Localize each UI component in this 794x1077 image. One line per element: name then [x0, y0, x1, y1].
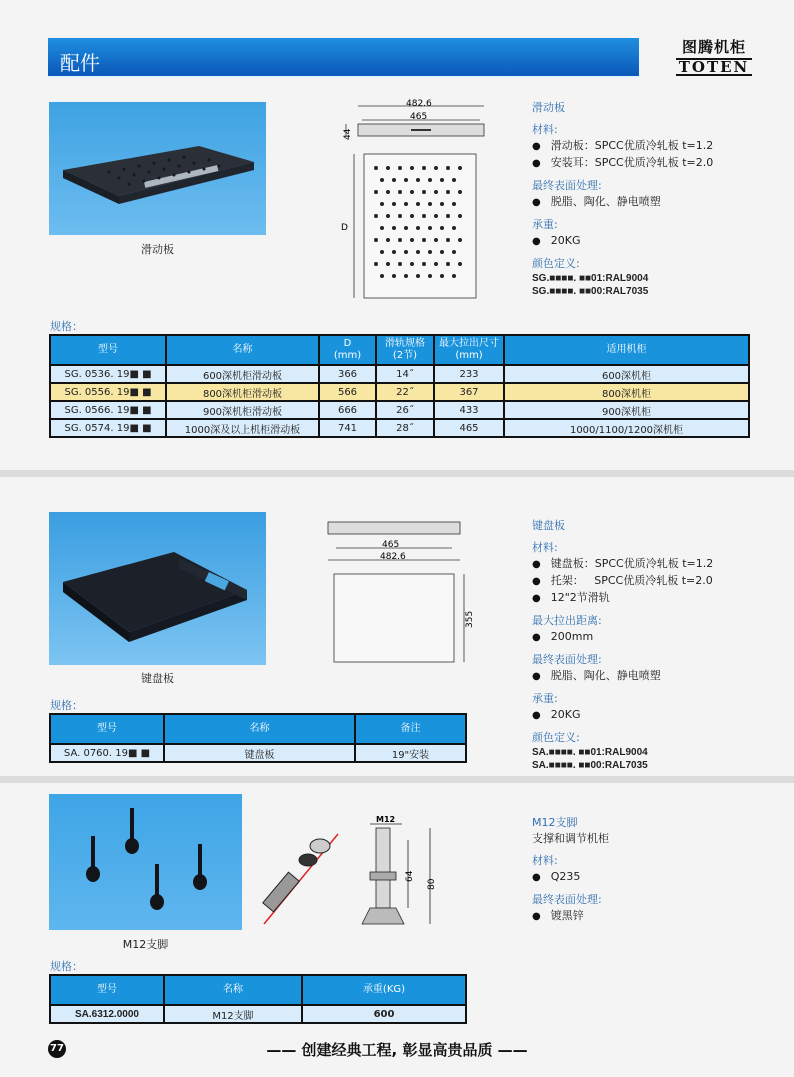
- col-header: 名称: [166, 335, 319, 365]
- table-cell: 666: [319, 401, 376, 419]
- table-cell: 1000深及以上机柜滑动板: [166, 419, 319, 437]
- m12-foot-diagram: [258, 812, 358, 932]
- material-item: ● 安装耳：SPCC优质冷轧板 t=2.0: [532, 155, 772, 172]
- col-header: 名称: [164, 975, 302, 1005]
- section-divider: [0, 776, 794, 783]
- load-title: 承重:: [532, 692, 558, 705]
- sliding-shelf-caption: 滑动板: [141, 243, 174, 256]
- finish-title: 最终表面处理:: [532, 653, 602, 666]
- dim-width-outer: 482.6: [406, 99, 432, 109]
- m12-foot-table: [49, 974, 467, 1024]
- table-cell: 900深机柜: [504, 401, 749, 419]
- table-row: [50, 744, 466, 762]
- m12-foot-drawing: [356, 812, 446, 936]
- dim-depth: D: [341, 223, 348, 233]
- sliding-shelf-drawing: [336, 98, 496, 304]
- brand-logo: [676, 36, 752, 76]
- table-cell: 465: [434, 419, 504, 437]
- col-header: 滑轨规格 (2节): [376, 335, 434, 365]
- color-code: SG.■■■■. ■■01:RAL9004: [532, 273, 649, 284]
- keyboard-shelf-caption: 键盘板: [141, 672, 174, 685]
- dim-outer-width: 482.6: [380, 552, 406, 562]
- table-cell: M12支脚: [164, 1005, 302, 1023]
- table-cell: 233: [434, 365, 504, 383]
- keyboard-shelf-table: [49, 713, 467, 763]
- table-cell: SG. 0536. 19■ ■: [50, 365, 166, 383]
- finish-value: ● 镀黑锌: [532, 908, 772, 925]
- table-row: [50, 365, 749, 383]
- table-cell: 14˝: [376, 365, 434, 383]
- table-cell: 900深机柜滑动板: [166, 401, 319, 419]
- col-header: 型号: [50, 975, 164, 1005]
- finish-title: 最终表面处理:: [532, 179, 602, 192]
- sliding-shelf-table: [49, 334, 750, 438]
- table-cell: 28˝: [376, 419, 434, 437]
- m12-foot-caption: M12支脚: [122, 938, 169, 951]
- page-title: 配件: [60, 51, 100, 75]
- load-value: ● 20KG: [532, 233, 772, 250]
- spec-title: 规格：: [50, 320, 83, 333]
- table-cell: 367: [434, 383, 504, 401]
- color-code: SA.■■■■. ■■01:RAL9004: [532, 747, 648, 758]
- material-item: ● 12"2节滑轨: [532, 590, 772, 607]
- material-title: 材料:: [532, 854, 558, 867]
- table-cell: 22˝: [376, 383, 434, 401]
- table-cell: 800深机柜滑动板: [166, 383, 319, 401]
- product-desc: 支撑和调节机柜: [532, 832, 609, 845]
- col-header: 适用机柜: [504, 335, 749, 365]
- dim-total-height: 80: [427, 878, 437, 890]
- sliding-shelf-photo: [49, 102, 266, 235]
- color-title: 颜色定义:: [532, 731, 580, 744]
- table-cell: 741: [319, 419, 376, 437]
- load-value: ● 20KG: [532, 707, 772, 724]
- table-cell: SG. 0566. 19■ ■: [50, 401, 166, 419]
- col-header: D (mm): [319, 335, 376, 365]
- spec-title: 规格：: [50, 699, 83, 712]
- pull-title: 最大拉出距离:: [532, 614, 602, 627]
- page-number: 77: [48, 1040, 66, 1058]
- material-item: ● 滑动板：SPCC优质冷轧板 t=1.2: [532, 138, 772, 155]
- table-cell: 键盘板: [164, 744, 355, 762]
- color-code: SG.■■■■. ■■00:RAL7035: [532, 286, 649, 297]
- keyboard-shelf-drawing: [320, 518, 480, 668]
- sliding-shelf-image: [49, 102, 266, 235]
- footer-slogan: —— 创建经典工程, 彰显高贵品质 ——: [266, 1041, 528, 1059]
- page-header-bar: [48, 38, 639, 78]
- logo-cn: 图腾机柜: [681, 38, 746, 56]
- table-cell: SG. 0574. 19■ ■: [50, 419, 166, 437]
- load-title: 承重:: [532, 218, 558, 231]
- table-cell: 19"安装: [355, 744, 466, 762]
- keyboard-shelf-info: [532, 518, 772, 772]
- col-header: 备注: [355, 714, 466, 744]
- m12-foot-photo: [49, 794, 242, 930]
- dim-depth: 355: [465, 610, 475, 628]
- table-cell: 366: [319, 365, 376, 383]
- keyboard-shelf-photo: [49, 512, 266, 665]
- table-cell: 26˝: [376, 401, 434, 419]
- product-name: 键盘板: [532, 519, 565, 532]
- col-header: 型号: [50, 714, 164, 744]
- table-cell: 1000/1100/1200深机柜: [504, 419, 749, 437]
- logo-en: TOTEN: [676, 58, 752, 76]
- material-title: 材料:: [532, 123, 558, 136]
- col-header: 型号: [50, 335, 166, 365]
- m12-foot-info: [532, 815, 772, 925]
- finish-value: ● 脱脂、陶化、静电喷塑: [532, 194, 772, 211]
- col-header: 承重(KG): [302, 975, 466, 1005]
- table-cell: 566: [319, 383, 376, 401]
- table-row: [50, 419, 749, 437]
- table-cell: 600: [302, 1005, 466, 1023]
- color-title: 颜色定义:: [532, 257, 580, 270]
- spec-title: 规格：: [50, 960, 83, 973]
- table-cell: 433: [434, 401, 504, 419]
- color-code: SA.■■■■. ■■00:RAL7035: [532, 760, 648, 771]
- dim-thread: M12: [376, 815, 396, 824]
- table-row: [50, 1005, 466, 1023]
- product-name: M12支脚: [532, 816, 578, 829]
- table-cell: 600深机柜滑动板: [166, 365, 319, 383]
- col-header: 名称: [164, 714, 355, 744]
- table-cell: 800深机柜: [504, 383, 749, 401]
- section-divider: [0, 470, 794, 477]
- table-cell: SG. 0556. 19■ ■: [50, 383, 166, 401]
- dim-width-inner: 465: [410, 112, 428, 122]
- table-cell: SA.6312.0000: [50, 1005, 164, 1023]
- dim-inner-width: 465: [382, 540, 400, 550]
- keyboard-shelf-image: [49, 512, 266, 665]
- material-item: ● Q235: [532, 869, 772, 886]
- sliding-shelf-info: [532, 100, 772, 298]
- col-header: 最大拉出尺寸 (mm): [434, 335, 504, 365]
- material-title: 材料:: [532, 541, 558, 554]
- m12-foot-image: [49, 794, 242, 930]
- dim-height: 44: [343, 128, 353, 140]
- pull-value: ● 200mm: [532, 629, 772, 646]
- table-row: [50, 383, 749, 401]
- material-item: ● 键盘板：SPCC优质冷轧板 t=1.2: [532, 556, 772, 573]
- table-cell: 600深机柜: [504, 365, 749, 383]
- table-row: [50, 401, 749, 419]
- dim-thread-length: 64: [405, 870, 415, 882]
- table-cell: SA. 0760. 19■ ■: [50, 744, 164, 762]
- product-name: 滑动板: [532, 101, 565, 114]
- finish-title: 最终表面处理:: [532, 893, 602, 906]
- material-item: ● 托架： SPCC优质冷轧板 t=2.0: [532, 573, 772, 590]
- finish-value: ● 脱脂、陶化、静电喷塑: [532, 668, 772, 685]
